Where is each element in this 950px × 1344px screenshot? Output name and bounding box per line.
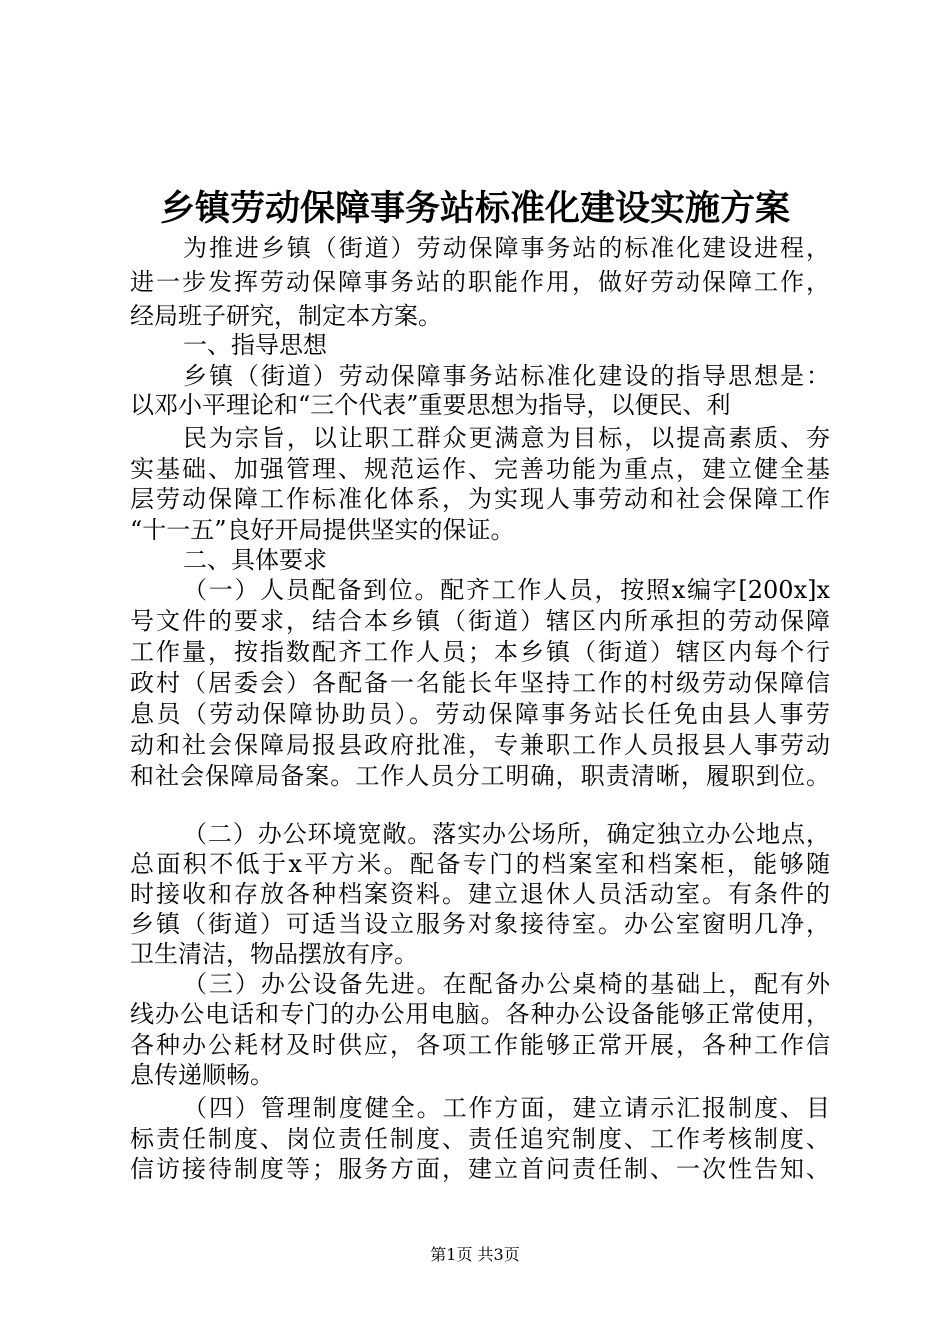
page-number-footer: 第1页 共3页 <box>430 1245 520 1264</box>
paragraph-line: 各种办公耗材及时供应，各项工作能够正常开展，各种工作信 <box>130 1031 830 1059</box>
paragraph-line: 标责任制度、岗位责任制度、责任追究制度、工作考核制度、 <box>130 1125 830 1153</box>
paragraph-line: 进一步发挥劳动保障事务站的职能作用，做好劳动保障工作， <box>130 268 830 296</box>
paragraph-line: 工作量，按指数配齐工作人员；本乡镇（街道）辖区内每个行 <box>130 638 830 666</box>
paragraph-line: 经局班子研究，制定本方案。 <box>130 302 442 330</box>
document-title: 乡镇劳动保障事务站标准化建设实施方案 <box>159 188 790 229</box>
paragraph-line: 息员（劳动保障协助员）。劳动保障事务站长任免由县人事劳 <box>130 700 830 728</box>
section-heading: 二、具体要求 <box>183 546 327 574</box>
paragraph-line: 以邓小平理论和“三个代表”重要思想为指导，以便民、利 <box>130 391 731 419</box>
paragraph-line: 信访接待制度等；服务方面，建立首问责任制、一次性告知、 <box>130 1155 830 1183</box>
paragraph-line: “十一五”良好开局提供坚实的保证。 <box>130 516 515 544</box>
paragraph-line: 线办公电话和专门的办公用电脑。各种办公设备能够正常使用， <box>130 1000 830 1028</box>
paragraph-line: 层劳动保障工作标准化体系，为实现人事劳动和社会保障工作 <box>130 485 830 513</box>
paragraph-line: 民为宗旨，以让职工群众更满意为目标，以提高素质、夯 <box>183 424 830 452</box>
paragraph-line: 息传递顺畅。 <box>130 1061 274 1089</box>
paragraph-line: 动和社会保障局报县政府批准，专兼职工作人员报县人事劳动 <box>130 731 830 759</box>
paragraph-line: （一）人员配备到位。配齐工作人员，按照x编字[200x]x <box>183 576 830 604</box>
paragraph-line: 为推进乡镇（街道）劳动保障事务站的标准化建设进程， <box>183 234 830 262</box>
paragraph-line: 时接收和存放各种档案资料。建立退休人员活动室。有条件的 <box>130 880 830 908</box>
paragraph-line: 和社会保障局备案。工作人员分工明确，职责清晰，履职到位。 <box>130 762 830 790</box>
paragraph-line: （四）管理制度健全。工作方面，建立请示汇报制度、目 <box>183 1094 830 1122</box>
paragraph-line: 政村（居委会）各配备一名能长年坚持工作的村级劳动保障信 <box>130 669 830 697</box>
paragraph-line: 实基础、加强管理、规范运作、完善功能为重点，建立健全基 <box>130 455 830 483</box>
paragraph-line: 乡镇（街道）可适当设立服务对象接待室。办公室窗明几净， <box>130 910 830 938</box>
paragraph-line: 卫生清洁，物品摆放有序。 <box>130 940 418 968</box>
paragraph-line: 号文件的要求，结合本乡镇（街道）辖区内所承担的劳动保障 <box>130 607 830 635</box>
section-heading: 一、指导思想 <box>183 331 327 359</box>
paragraph-line: 乡镇（街道）劳动保障事务站标准化建设的指导思想是： <box>183 362 830 390</box>
paragraph-line: 总面积不低于x平方米。配备专门的档案室和档案柜，能够随 <box>130 850 830 878</box>
paragraph-line: （三）办公设备先进。在配备办公桌椅的基础上，配有外 <box>183 970 830 998</box>
paragraph-line: （二）办公环境宽敞。落实办公场所，确定独立办公地点， <box>183 820 830 848</box>
